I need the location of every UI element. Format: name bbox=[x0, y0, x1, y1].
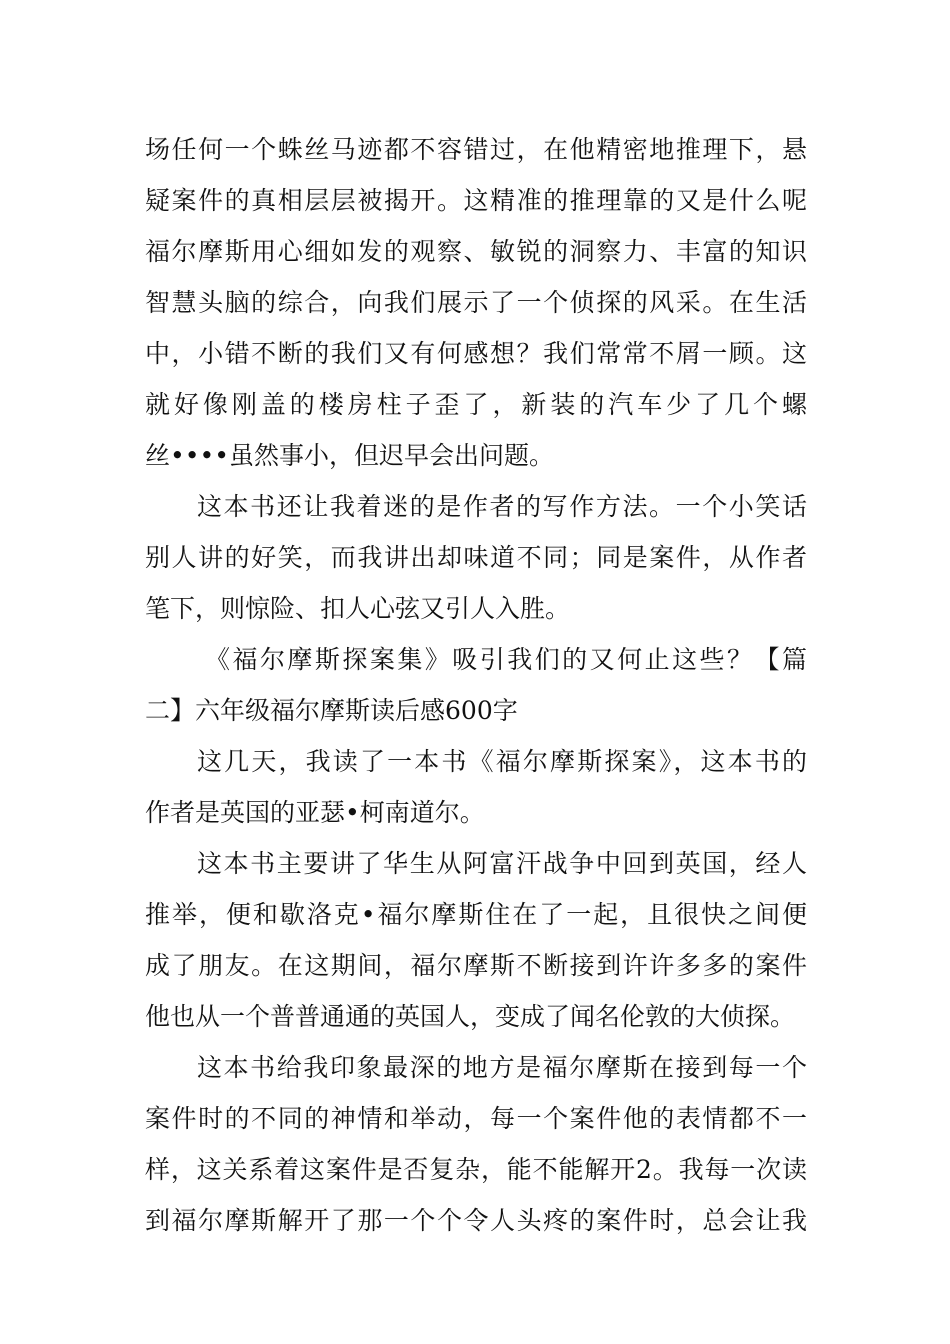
text-line: 福尔摩斯用心细如发的观察、敏锐的洞察力、丰富的知识 bbox=[145, 237, 807, 266]
text-line: 疑案件的真相层层被揭开。这精准的推理靠的又是什么呢 bbox=[145, 186, 807, 215]
text-line: 这本书主要讲了华生从阿富汗战争中回到英国，经人 bbox=[197, 849, 807, 878]
text-line: 样，这关系着这案件是否复杂，能不能解开2。我每一次读 bbox=[145, 1155, 807, 1184]
text-line: 中，小错不断的我们又有何感想？我们常常不屑一顾。这 bbox=[145, 339, 807, 368]
text-line: 这本书还让我着迷的是作者的写作方法。一个小笑话 bbox=[197, 492, 807, 521]
text-line: 智慧头脑的综合，向我们展示了一个侦探的风采。在生活 bbox=[145, 288, 807, 317]
text-line: 丝••••虽然事小，但迟早会出问题。 bbox=[145, 441, 554, 470]
text-line: 成了朋友。在这期间，福尔摩斯不断接到许许多多的案件 bbox=[145, 951, 807, 980]
text-line: 这几天，我读了一本书《福尔摩斯探案》，这本书的 bbox=[197, 747, 807, 776]
text-line: 笔下，则惊险、扣人心弦又引人入胜。 bbox=[145, 594, 571, 623]
text-line: 场任何一个蛛丝马迹都不容错过，在他精密地推理下，悬 bbox=[145, 135, 807, 164]
text-line: 他也从一个普普通通的英国人，变成了闻名伦敦的大侦探。 bbox=[145, 1002, 796, 1031]
text-line: 到福尔摩斯解开了那一个个令人头疼的案件时，总会让我 bbox=[145, 1206, 807, 1235]
text-line: 二】六年级福尔摩斯读后感600字 bbox=[145, 696, 518, 725]
text-line: 别人讲的好笑，而我讲出却味道不同；同是案件，从作者 bbox=[145, 543, 807, 572]
text-line: 《福尔摩斯探案集》吸引我们的又何止这些？【篇 bbox=[205, 645, 807, 674]
text-line: 案件时的不同的神情和举动，每一个案件他的表情都不一 bbox=[145, 1104, 807, 1133]
text-line: 推举，便和歇洛克•福尔摩斯住在了一起，且很快之间便 bbox=[145, 900, 807, 929]
text-line: 就好像刚盖的楼房柱子歪了，新装的汽车少了几个螺 bbox=[145, 390, 807, 419]
text-line: 作者是英国的亚瑟•柯南道尔。 bbox=[145, 798, 485, 827]
text-line: 这本书给我印象最深的地方是福尔摩斯在接到每一个 bbox=[197, 1053, 807, 1082]
